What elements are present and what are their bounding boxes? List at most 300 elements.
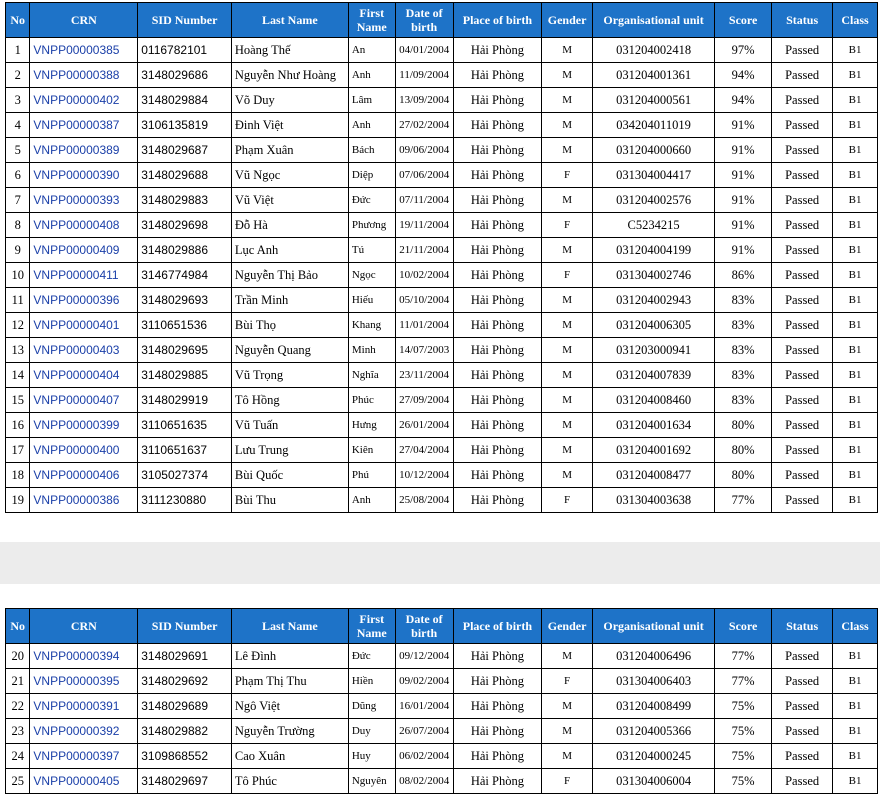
cell-no: 22	[6, 694, 30, 719]
cell-first-name: Đức	[348, 644, 395, 669]
cell-score: 91%	[715, 113, 772, 138]
cell-last-name: Nguyễn Như Hoàng	[231, 63, 348, 88]
table-body	[6, 644, 878, 794]
cell-score: 77%	[715, 644, 772, 669]
cell-sid-number: 0116782101	[138, 38, 232, 63]
cell-place-of-birth: Hải Phòng	[453, 463, 542, 488]
cell-date-of-birth: 27/04/2004	[395, 438, 453, 463]
cell-class: B1	[833, 238, 878, 263]
cell-crn[interactable]: VNPP00000395	[30, 669, 138, 694]
cell-gender: M	[542, 363, 593, 388]
cell-place-of-birth: Hải Phòng	[453, 113, 542, 138]
table-row	[6, 38, 878, 63]
cell-score: 94%	[715, 88, 772, 113]
cell-organisational-unit: 031204001692	[593, 438, 715, 463]
cell-organisational-unit: 031204006305	[593, 313, 715, 338]
cell-place-of-birth: Hải Phòng	[453, 263, 542, 288]
cell-last-name: Lê Đình	[231, 644, 348, 669]
cell-status: Passed	[772, 38, 833, 63]
cell-crn[interactable]: VNPP00000406	[30, 463, 138, 488]
cell-status: Passed	[772, 88, 833, 113]
cell-last-name: Vũ Việt	[231, 188, 348, 213]
cell-date-of-birth: 27/02/2004	[395, 113, 453, 138]
cell-date-of-birth: 14/07/2003	[395, 338, 453, 363]
cell-first-name: Minh	[348, 338, 395, 363]
cell-crn[interactable]: VNPP00000400	[30, 438, 138, 463]
table-row	[6, 363, 878, 388]
cell-date-of-birth: 10/12/2004	[395, 463, 453, 488]
cell-class: B1	[833, 188, 878, 213]
header-gender: Gender	[542, 609, 593, 644]
table-row	[6, 313, 878, 338]
cell-place-of-birth: Hải Phòng	[453, 744, 542, 769]
table-header-row	[6, 3, 878, 38]
cell-date-of-birth: 09/02/2004	[395, 669, 453, 694]
cell-organisational-unit: 031304002746	[593, 263, 715, 288]
results-table-page-1	[5, 2, 878, 513]
cell-sid-number: 3148029687	[138, 138, 232, 163]
cell-place-of-birth: Hải Phòng	[453, 719, 542, 744]
cell-score: 77%	[715, 488, 772, 513]
cell-gender: M	[542, 88, 593, 113]
cell-no: 18	[6, 463, 30, 488]
cell-class: B1	[833, 413, 878, 438]
cell-score: 75%	[715, 744, 772, 769]
table-row	[6, 644, 878, 669]
cell-first-name: Nghĩa	[348, 363, 395, 388]
cell-score: 91%	[715, 188, 772, 213]
cell-date-of-birth: 13/09/2004	[395, 88, 453, 113]
cell-no: 1	[6, 38, 30, 63]
cell-first-name: Diệp	[348, 163, 395, 188]
cell-sid-number: 3148029698	[138, 213, 232, 238]
header-score: Score	[715, 3, 772, 38]
cell-no: 14	[6, 363, 30, 388]
cell-crn[interactable]: VNPP00000394	[30, 644, 138, 669]
header-date-of-birth: Date of birth	[395, 609, 453, 644]
cell-gender: M	[542, 113, 593, 138]
cell-crn[interactable]: VNPP00000404	[30, 363, 138, 388]
cell-no: 19	[6, 488, 30, 513]
cell-organisational-unit: 031204006496	[593, 644, 715, 669]
cell-date-of-birth: 26/07/2004	[395, 719, 453, 744]
cell-status: Passed	[772, 288, 833, 313]
cell-organisational-unit: 031204005366	[593, 719, 715, 744]
cell-sid-number: 3148029919	[138, 388, 232, 413]
cell-gender: F	[542, 769, 593, 794]
cell-score: 80%	[715, 413, 772, 438]
cell-organisational-unit: 031204004199	[593, 238, 715, 263]
table-row	[6, 63, 878, 88]
cell-first-name: Anh	[348, 113, 395, 138]
cell-organisational-unit: 031204008477	[593, 463, 715, 488]
cell-crn[interactable]: VNPP00000402	[30, 88, 138, 113]
cell-gender: F	[542, 163, 593, 188]
cell-crn[interactable]: VNPP00000408	[30, 213, 138, 238]
cell-sid-number: 3106135819	[138, 113, 232, 138]
cell-place-of-birth: Hải Phòng	[453, 188, 542, 213]
cell-status: Passed	[772, 769, 833, 794]
cell-crn[interactable]: VNPP00000393	[30, 188, 138, 213]
cell-place-of-birth: Hải Phòng	[453, 769, 542, 794]
table-row	[6, 338, 878, 363]
cell-crn[interactable]: VNPP00000389	[30, 138, 138, 163]
cell-place-of-birth: Hải Phòng	[453, 138, 542, 163]
cell-place-of-birth: Hải Phòng	[453, 288, 542, 313]
cell-class: B1	[833, 288, 878, 313]
cell-first-name: Hưng	[348, 413, 395, 438]
cell-crn[interactable]: VNPP00000385	[30, 38, 138, 63]
cell-class: B1	[833, 63, 878, 88]
cell-score: 83%	[715, 313, 772, 338]
table-body	[6, 38, 878, 513]
cell-place-of-birth: Hải Phòng	[453, 313, 542, 338]
cell-crn[interactable]: VNPP00000387	[30, 113, 138, 138]
cell-gender: F	[542, 488, 593, 513]
cell-last-name: Phạm Xuân	[231, 138, 348, 163]
header-place-of-birth: Place of birth	[453, 609, 542, 644]
cell-no: 24	[6, 744, 30, 769]
cell-place-of-birth: Hải Phòng	[453, 63, 542, 88]
cell-sid-number: 3111230880	[138, 488, 232, 513]
cell-class: B1	[833, 488, 878, 513]
cell-last-name: Bùi Thọ	[231, 313, 348, 338]
cell-last-name: Cao Xuân	[231, 744, 348, 769]
cell-organisational-unit: 031204000660	[593, 138, 715, 163]
cell-status: Passed	[772, 188, 833, 213]
cell-organisational-unit: 034204011019	[593, 113, 715, 138]
cell-organisational-unit: 031204002418	[593, 38, 715, 63]
header-sid-number: SID Number	[138, 609, 232, 644]
cell-status: Passed	[772, 313, 833, 338]
cell-status: Passed	[772, 338, 833, 363]
cell-last-name: Nguyễn Thị Bảo	[231, 263, 348, 288]
cell-gender: M	[542, 719, 593, 744]
table-row	[6, 113, 878, 138]
cell-organisational-unit: 031204000561	[593, 88, 715, 113]
cell-no: 13	[6, 338, 30, 363]
table-row	[6, 694, 878, 719]
cell-no: 15	[6, 388, 30, 413]
header-place-of-birth: Place of birth	[453, 3, 542, 38]
table-row	[6, 488, 878, 513]
cell-score: 94%	[715, 63, 772, 88]
header-gender: Gender	[542, 3, 593, 38]
cell-score: 83%	[715, 363, 772, 388]
cell-no: 17	[6, 438, 30, 463]
cell-sid-number: 3148029885	[138, 363, 232, 388]
cell-score: 75%	[715, 769, 772, 794]
cell-crn[interactable]: VNPP00000403	[30, 338, 138, 363]
cell-class: B1	[833, 769, 878, 794]
cell-organisational-unit: 031304006403	[593, 669, 715, 694]
cell-crn[interactable]: VNPP00000390	[30, 163, 138, 188]
cell-first-name: Anh	[348, 488, 395, 513]
cell-organisational-unit: 031204002943	[593, 288, 715, 313]
cell-gender: M	[542, 463, 593, 488]
cell-organisational-unit: 031304004417	[593, 163, 715, 188]
cell-first-name: Ngọc	[348, 263, 395, 288]
cell-sid-number: 3148029689	[138, 694, 232, 719]
header-no: No	[6, 3, 30, 38]
cell-status: Passed	[772, 263, 833, 288]
cell-no: 4	[6, 113, 30, 138]
cell-score: 75%	[715, 694, 772, 719]
cell-status: Passed	[772, 363, 833, 388]
cell-first-name: Lâm	[348, 88, 395, 113]
cell-no: 9	[6, 238, 30, 263]
cell-status: Passed	[772, 63, 833, 88]
cell-gender: M	[542, 438, 593, 463]
cell-no: 23	[6, 719, 30, 744]
cell-crn[interactable]: VNPP00000391	[30, 694, 138, 719]
cell-score: 91%	[715, 213, 772, 238]
table-row	[6, 288, 878, 313]
table-row	[6, 88, 878, 113]
cell-score: 77%	[715, 669, 772, 694]
table-row	[6, 719, 878, 744]
cell-status: Passed	[772, 463, 833, 488]
cell-organisational-unit: 031204000245	[593, 744, 715, 769]
cell-class: B1	[833, 213, 878, 238]
table-row	[6, 138, 878, 163]
cell-status: Passed	[772, 163, 833, 188]
cell-score: 83%	[715, 338, 772, 363]
cell-status: Passed	[772, 113, 833, 138]
cell-no: 25	[6, 769, 30, 794]
cell-last-name: Bùi Thu	[231, 488, 348, 513]
cell-first-name: Nguyên	[348, 769, 395, 794]
cell-crn[interactable]: VNPP00000407	[30, 388, 138, 413]
cell-date-of-birth: 27/09/2004	[395, 388, 453, 413]
cell-crn[interactable]: VNPP00000399	[30, 413, 138, 438]
cell-gender: M	[542, 313, 593, 338]
cell-class: B1	[833, 363, 878, 388]
cell-date-of-birth: 10/02/2004	[395, 263, 453, 288]
cell-class: B1	[833, 263, 878, 288]
cell-place-of-birth: Hải Phòng	[453, 413, 542, 438]
cell-status: Passed	[772, 644, 833, 669]
results-table-page-2	[5, 608, 878, 794]
cell-sid-number: 3146774984	[138, 263, 232, 288]
cell-sid-number: 3148029693	[138, 288, 232, 313]
cell-score: 83%	[715, 288, 772, 313]
cell-last-name: Hoàng Thế	[231, 38, 348, 63]
cell-date-of-birth: 16/01/2004	[395, 694, 453, 719]
cell-crn[interactable]: VNPP00000386	[30, 488, 138, 513]
cell-score: 91%	[715, 138, 772, 163]
cell-class: B1	[833, 719, 878, 744]
table-row	[6, 188, 878, 213]
cell-first-name: Hiền	[348, 669, 395, 694]
cell-score: 80%	[715, 438, 772, 463]
cell-no: 10	[6, 263, 30, 288]
cell-gender: F	[542, 213, 593, 238]
cell-class: B1	[833, 113, 878, 138]
header-sid-number: SID Number	[138, 3, 232, 38]
cell-score: 86%	[715, 263, 772, 288]
cell-place-of-birth: Hải Phòng	[453, 488, 542, 513]
cell-last-name: Nguyễn Quang	[231, 338, 348, 363]
cell-date-of-birth: 06/02/2004	[395, 744, 453, 769]
cell-organisational-unit: 031304006004	[593, 769, 715, 794]
table-row	[6, 163, 878, 188]
cell-sid-number: 3148029886	[138, 238, 232, 263]
cell-gender: M	[542, 694, 593, 719]
cell-status: Passed	[772, 488, 833, 513]
cell-status: Passed	[772, 413, 833, 438]
cell-gender: M	[542, 338, 593, 363]
cell-organisational-unit: 031204001361	[593, 63, 715, 88]
cell-no: 12	[6, 313, 30, 338]
cell-organisational-unit: 031204007839	[593, 363, 715, 388]
cell-sid-number: 3148029688	[138, 163, 232, 188]
cell-status: Passed	[772, 694, 833, 719]
cell-status: Passed	[772, 669, 833, 694]
cell-organisational-unit: 031204002576	[593, 188, 715, 213]
table-row	[6, 463, 878, 488]
cell-date-of-birth: 08/02/2004	[395, 769, 453, 794]
cell-gender: M	[542, 238, 593, 263]
cell-class: B1	[833, 163, 878, 188]
cell-class: B1	[833, 338, 878, 363]
cell-crn[interactable]: VNPP00000405	[30, 769, 138, 794]
cell-sid-number: 3109868552	[138, 744, 232, 769]
table-row	[6, 669, 878, 694]
cell-no: 7	[6, 188, 30, 213]
cell-place-of-birth: Hải Phòng	[453, 213, 542, 238]
cell-no: 5	[6, 138, 30, 163]
cell-first-name: Đức	[348, 188, 395, 213]
cell-status: Passed	[772, 719, 833, 744]
header-last-name: Last Name	[231, 3, 348, 38]
cell-last-name: Vũ Tuấn	[231, 413, 348, 438]
cell-last-name: Đinh Việt	[231, 113, 348, 138]
table-row	[6, 238, 878, 263]
cell-organisational-unit: 031204001634	[593, 413, 715, 438]
cell-sid-number: 3148029691	[138, 644, 232, 669]
header-status: Status	[772, 609, 833, 644]
cell-no: 11	[6, 288, 30, 313]
cell-class: B1	[833, 463, 878, 488]
cell-last-name: Phạm Thị Thu	[231, 669, 348, 694]
table-row	[6, 438, 878, 463]
cell-sid-number: 3148029882	[138, 719, 232, 744]
cell-status: Passed	[772, 213, 833, 238]
cell-first-name: Duy	[348, 719, 395, 744]
table-header-row	[6, 609, 878, 644]
cell-last-name: Lục Anh	[231, 238, 348, 263]
cell-crn[interactable]: VNPP00000397	[30, 744, 138, 769]
cell-last-name: Vũ Ngọc	[231, 163, 348, 188]
cell-sid-number: 3148029692	[138, 669, 232, 694]
header-status: Status	[772, 3, 833, 38]
cell-no: 21	[6, 669, 30, 694]
cell-no: 2	[6, 63, 30, 88]
header-crn: CRN	[30, 3, 138, 38]
cell-first-name: Anh	[348, 63, 395, 88]
header-class: Class	[833, 3, 878, 38]
cell-score: 83%	[715, 388, 772, 413]
table-row	[6, 744, 878, 769]
cell-date-of-birth: 23/11/2004	[395, 363, 453, 388]
table-row	[6, 213, 878, 238]
cell-gender: M	[542, 138, 593, 163]
cell-last-name: Trần Minh	[231, 288, 348, 313]
cell-sid-number: 3148029695	[138, 338, 232, 363]
cell-status: Passed	[772, 238, 833, 263]
cell-crn[interactable]: VNPP00000388	[30, 63, 138, 88]
cell-place-of-birth: Hải Phòng	[453, 644, 542, 669]
cell-first-name: Tú	[348, 238, 395, 263]
cell-class: B1	[833, 313, 878, 338]
cell-place-of-birth: Hải Phòng	[453, 388, 542, 413]
cell-last-name: Ngô Việt	[231, 694, 348, 719]
cell-place-of-birth: Hải Phòng	[453, 438, 542, 463]
cell-first-name: Dũng	[348, 694, 395, 719]
table-row	[6, 413, 878, 438]
cell-date-of-birth: 21/11/2004	[395, 238, 453, 263]
cell-no: 20	[6, 644, 30, 669]
cell-crn[interactable]: VNPP00000396	[30, 288, 138, 313]
header-crn: CRN	[30, 609, 138, 644]
header-class: Class	[833, 609, 878, 644]
cell-class: B1	[833, 388, 878, 413]
cell-score: 91%	[715, 163, 772, 188]
cell-sid-number: 3148029883	[138, 188, 232, 213]
cell-no: 8	[6, 213, 30, 238]
cell-first-name: Phú	[348, 463, 395, 488]
cell-place-of-birth: Hải Phòng	[453, 163, 542, 188]
cell-gender: M	[542, 288, 593, 313]
cell-place-of-birth: Hải Phòng	[453, 669, 542, 694]
cell-organisational-unit: 031304003638	[593, 488, 715, 513]
cell-last-name: Vũ Trọng	[231, 363, 348, 388]
cell-crn[interactable]: VNPP00000392	[30, 719, 138, 744]
cell-first-name: An	[348, 38, 395, 63]
cell-crn[interactable]: VNPP00000411	[30, 263, 138, 288]
cell-class: B1	[833, 138, 878, 163]
cell-date-of-birth: 04/01/2004	[395, 38, 453, 63]
cell-gender: M	[542, 744, 593, 769]
cell-last-name: Võ Duy	[231, 88, 348, 113]
cell-first-name: Khang	[348, 313, 395, 338]
cell-date-of-birth: 09/12/2004	[395, 644, 453, 669]
cell-sid-number: 3148029686	[138, 63, 232, 88]
cell-sid-number: 3148029697	[138, 769, 232, 794]
cell-gender: M	[542, 388, 593, 413]
cell-sid-number: 3110651635	[138, 413, 232, 438]
header-first-name: First Name	[348, 609, 395, 644]
cell-status: Passed	[772, 744, 833, 769]
page-separator	[0, 542, 880, 584]
cell-first-name: Kiên	[348, 438, 395, 463]
cell-place-of-birth: Hải Phòng	[453, 38, 542, 63]
cell-status: Passed	[772, 388, 833, 413]
cell-score: 91%	[715, 238, 772, 263]
header-score: Score	[715, 609, 772, 644]
cell-crn[interactable]: VNPP00000409	[30, 238, 138, 263]
cell-crn[interactable]: VNPP00000401	[30, 313, 138, 338]
cell-last-name: Bùi Quốc	[231, 463, 348, 488]
cell-date-of-birth: 05/10/2004	[395, 288, 453, 313]
cell-gender: M	[542, 644, 593, 669]
cell-organisational-unit: 031204008499	[593, 694, 715, 719]
cell-score: 97%	[715, 38, 772, 63]
cell-last-name: Lưu Trung	[231, 438, 348, 463]
cell-sid-number: 3148029884	[138, 88, 232, 113]
cell-score: 80%	[715, 463, 772, 488]
